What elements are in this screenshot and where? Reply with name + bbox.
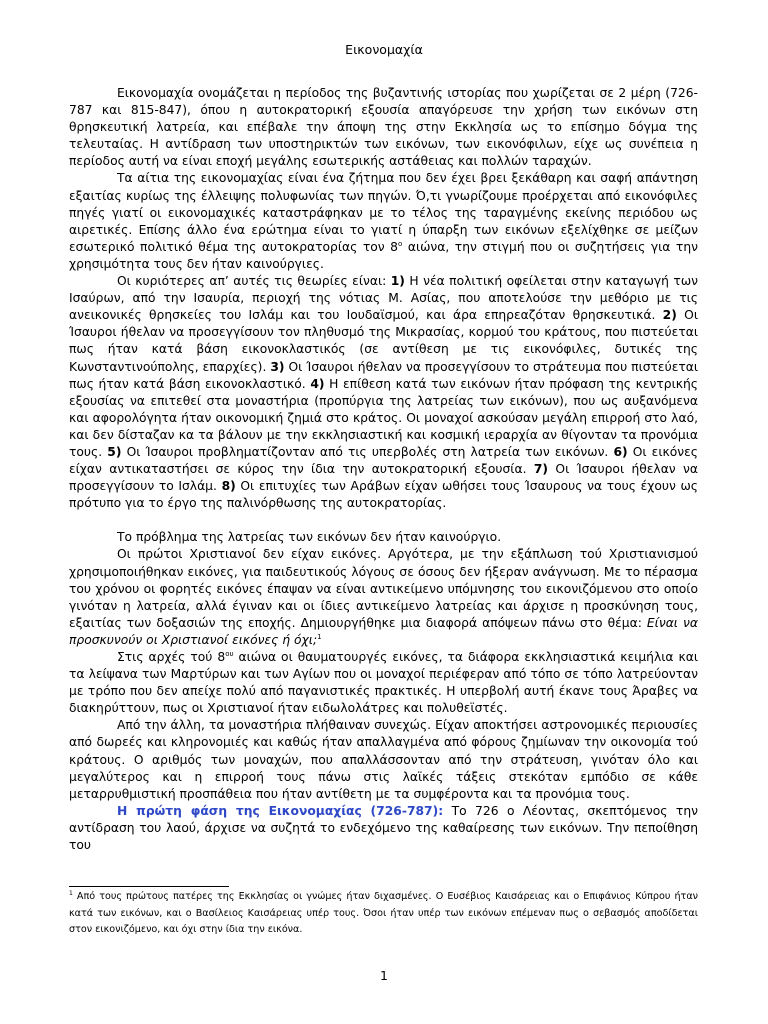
paragraph-causes: Τα αίτια της εικονομαχίας είναι ένα ζήτημα που δεν έχει βρει ξεκάθαρη και σαφή απάντηση εξαιτίας κυρίως της έλλειψης πολυφωνίας των πηγών. Ό,τι γνωρίζουμε προέρχεται από εικονόφιλες πηγές γιατί οι εικονομαχικές καταστράφηκαν με το τέλος της ταραγμένης εκείνης περιόδου ως αιρετικές. Επίσης άλλο ένα ερώτημα είναι το γιατί η ύπαρξη των εικόνων εξελίχθηκε σε μείζων εσωτερικό πολιτικό θέμα της αυτοκρατορίας τον $8^o$ αιώνα, την στιγμή που οι συζητήσεις για την χρησιμότητα τους δεν ήταν καινούργιες.	[69, 171, 698, 271]
footnote	[69, 889, 698, 939]
page-number: 1	[380, 968, 388, 983]
footnote-reference[interactable]: 1	[317, 632, 322, 641]
paragraph-problem: Το πρόβλημα της λατρείας των εικόνων δεν ήταν καινούργιο.	[117, 530, 502, 545]
footnote-separator	[69, 886, 229, 887]
section-heading-first-phase: Η πρώτη φάση της Εικονομαχίας (726-787):	[117, 803, 444, 818]
page-title: Εικονομαχία	[345, 42, 423, 57]
paragraph-eighth-century: Στις αρχές τού $8^{o\upsilon}$ αιώνα οι θαυματουργές εικόνες, τα διάφορα εκκλησιαστικά κειμήλια και τα λείψανα των Μαρτύρων και των Αγίων που οι μοναχοί περιέφεραν από τόπο σε τόπο λατρεύονταν με τρόπο που δεν απείχε πολύ από παγανιστικές πρακτικές. Η υπερβολή αυτή έκανε τους Άραβες να διακηρύττουν, πως οι Χριστιανοί ήταν ειδωλολάτρες και πολυθεϊστές.	[69, 649, 698, 716]
paragraph-first-phase: Η πρώτη φάση της Εικονομαχίας (726-787): Το 726 ο Λέοντας, σκεπτόμενος την αντίδραση του λαού, άρχισε να συζητά το ενδεχόμενο της καθαίρεσης των εικόνων. Την πεποίθηση του	[69, 803, 698, 853]
theory-number: 8)	[221, 479, 236, 494]
superscript-ordinal: ου	[225, 649, 234, 658]
footnote-text: Από τους πρώτους πατέρες της Εκκλησίας οι γνώμες ήταν διχασμένες. Ο Ευσέβιος Καισάρειας και ο Επιφάνιος Κύπρου ήταν κατά των εικόνων, και ο Βασίλειος Καισάρειας υπέρ τους. Όσοι ήταν υπέρ των εικόνων επέμεναν πως ο σεβασμός αποδίδεται στον εικονιζόμενο, και όχι στην ίδια την εικόνα.	[69, 891, 698, 935]
theory-number: 7)	[533, 462, 549, 477]
paragraph-early-christians: Οι πρώτοι Χριστιανοί δεν είχαν εικόνες. Αργότερα, με την εξάπλωση τού Χριστιανισμού χρησιμοποιήθηκαν εικόνες, για παιδευτικούς λόγους σε όσους δεν ήξεραν ανάγνωση. Με το πέρασμα του χρόνου οι φορητές εικόνες έπαψαν να είναι αντικείμενο υπόμνησης του εικονιζόμενου στο οποίο γινόταν η λατρεία, αλλά έγιναν και οι ίδιες αντικείμενο λατρείας και άρχισε η προσκύνηση τους, εξαιτίας των δοξασιών της εποχής. Δημιουργήθηκε μια διαφορά απόψεων πάνω στο θέμα: Είναι να προσκυνούν οι Χριστιανοί εικόνες ή όχι;$^1$	[69, 547, 698, 647]
theory-number: 6)	[613, 444, 628, 459]
paragraph-monasteries: Από την άλλη, τα μοναστήρια πλήθαιναν συνεχώς. Είχαν αποκτήσει αστρονομικές περιουσίες από δωρεές και κληρονομιές και καθώς ήταν απαλλαγμένα από φόρους ζημίωναν την οικονομία τού κράτους. Ο αριθμός των μοναχών, που απαλλάσσονταν από την στράτευση, γινόταν όλο και μεγαλύτερος και η επιρροή τους πάνω στις λαϊκές τάξεις στεκόταν εμπόδιο σε κάθε μεταρρυθμιστική προσπάθεια που ήταν αντίθετη με τα συμφέροντα και τα προνόμια τους.	[69, 718, 698, 801]
superscript-ordinal: ο	[398, 239, 403, 248]
paragraph-theories: Οι κυριότερες απ’ αυτές τις θεωρίες είναι: 1) Η νέα πολιτική οφείλεται στην καταγωγή των Ισαύρων, από την Ισαυρία, περιοχή της νότιας Μ. Ασίας, που αποτελούσε την μεθόριο με τις ανεικονικές θρησκείες του Ισλάμ και του Ιουδαϊσμού, και άρα επηρεαζόταν θρησκευτικά. 2) Οι Ίσαυροι ήθελαν να προσεγγίσουν τον πληθυσμό της Μικρασίας, κορμού του κράτους, που πιστεύεται πως ήταν κατά βάση εικονοκλαστικός (σε αντίθεση με τις εικονόφιλες, δυτικές της Κωνσταντινούπολης, επαρχίες). 3) Οι Ίσαυροι ήθελαν να προσεγγίσουν το στράτευμα που πιστεύεται πως ήταν κατά βάση εικονοκλαστικό. 4) Η επίθεση κατά των εικόνων ήταν πρόφαση της κεντρικής εξουσίας να επιτεθεί στα μοναστήρια (προπύργια της λατρείας των εικόνων), που ως αυξανόμενα και αφορολόγητα ήταν οικονομική ζημιά στο κράτος. Οι μοναχοί ασκούσαν μεγάλη επιρροή στο λαό, και δεν δίσταζαν κα τα βάλουν με την εκκλησιαστική και κοσμική ιεραρχία αν θίγονταν τα προνόμια τους. 5) Οι Ίσαυροι προβληματίζονταν από τις υπερβολές στη λατρεία των εικόνων. 6) Οι εικόνες είχαν αντικαταστήσει σε κύρος την ίδια την αυτοκρατορική εξουσία. 7) Οι Ίσαυροι ήθελαν να προσεγγίσουν το Ισλάμ. 8) Οι επιτυχίες των Αράβων είχαν ωθήσει τους Ίσαυρους να τους έχουν ως πρότυπο για το έργο της παλινόρθωσης της αυτοκρατορίας.	[69, 274, 699, 511]
theory-number: 4)	[310, 376, 325, 391]
theory-number: 5)	[107, 444, 122, 459]
theory-number: 1)	[390, 274, 405, 289]
paragraph-definition: Εικονομαχία ονομάζεται η περίοδος της βυζαντινής ιστορίας που χωρίζεται σε 2 μέρη (726-787 και 815-847), όπου η αυτοκρατορική εξουσία απαγόρευσε την χρήση των εικόνων στη θρησκευτική λατρεία, και επέβαλε την άποψη της στην Εκκλησία ως το επίσημο δόγμα της τελευταίας. Η αντίδραση των υποστηρικτών των εικόνων, των εικονόφιλων, είχε ως συνέπεια η περίοδος αυτή να είναι εποχή μεγάλης εσωτερικής αστάθειας και πολλών ταραχών.	[69, 86, 698, 169]
italic-question: Είναι να προσκυνούν οι Χριστιανοί εικόνες ή όχι;	[69, 615, 698, 647]
footnote-marker: 1	[69, 889, 73, 897]
theory-number: 3)	[270, 359, 285, 374]
document-body	[69, 85, 698, 854]
theory-number: 2)	[662, 308, 677, 323]
